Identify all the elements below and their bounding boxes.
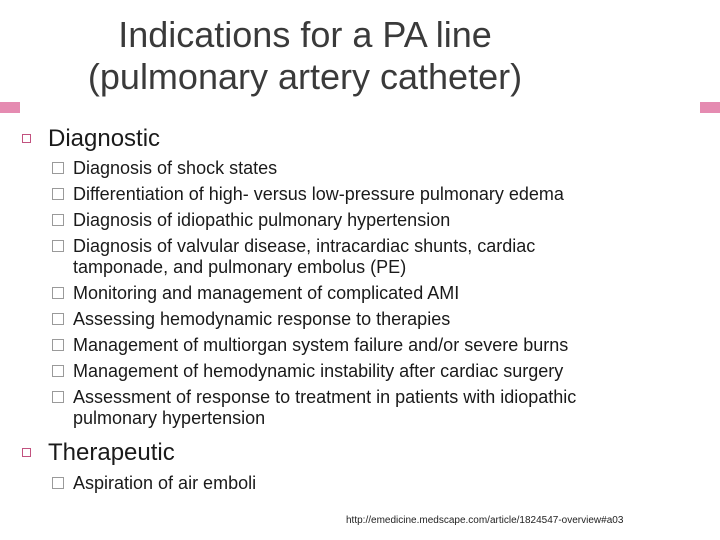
checkbox-bullet-icon (52, 214, 64, 226)
list-item (22, 184, 702, 205)
list-item (22, 361, 702, 382)
list-item (22, 283, 702, 304)
item-text: Differentiation of high- versus low-pressure pulmonary edema (73, 184, 564, 204)
item-text: Aspiration of air emboli (73, 473, 257, 493)
list-item (22, 236, 702, 278)
item-text: Management of hemodynamic instability after cardiac surgery (73, 361, 564, 381)
item-text-continued: pulmonary hypertension (73, 408, 266, 428)
checkbox-bullet-icon (52, 365, 64, 377)
checkbox-bullet-icon (52, 162, 64, 174)
therapeutic-section (22, 439, 702, 499)
item-text: Diagnosis of shock states (73, 158, 278, 178)
therapeutic-heading-text: Therapeutic (48, 439, 175, 466)
square-bullet-icon (22, 134, 31, 143)
list-item (22, 210, 702, 231)
checkbox-bullet-icon (52, 313, 64, 325)
title-line-2: (pulmonary artery catheter) (87, 56, 523, 97)
therapeutic-list (22, 473, 702, 494)
checkbox-bullet-icon (52, 391, 64, 403)
list-item (22, 309, 702, 330)
therapeutic-heading (22, 439, 702, 467)
title-accent-bar-left (0, 102, 20, 113)
item-text: Assessing hemodynamic response to therapies (73, 309, 451, 329)
item-text: Management of multiorgan system failure and/or severe burns (73, 335, 569, 355)
diagnostic-section (22, 125, 702, 434)
item-text: Monitoring and management of complicated AMI (73, 283, 460, 303)
slide-title (0, 14, 610, 98)
source-link[interactable]: http://emedicine.medscape.com/article/1824547-overview#a03 (346, 515, 624, 526)
checkbox-bullet-icon (52, 477, 64, 489)
list-item (22, 335, 702, 356)
title-accent-bar-right (700, 102, 720, 113)
list-item (22, 473, 702, 494)
item-text: Diagnosis of valvular disease, intracardiac shunts, cardiac (73, 236, 536, 256)
item-text: Assessment of response to treatment in patients with idiopathic (73, 387, 577, 407)
item-text-continued: tamponade, and pulmonary embolus (PE) (73, 257, 407, 277)
title-line-1: Indications for a PA line (118, 14, 492, 55)
diagnostic-list (22, 158, 702, 429)
list-item (22, 158, 702, 179)
item-text: Diagnosis of idiopathic pulmonary hypertension (73, 210, 451, 230)
square-bullet-icon (22, 448, 31, 457)
list-item (22, 387, 702, 429)
checkbox-bullet-icon (52, 287, 64, 299)
checkbox-bullet-icon (52, 339, 64, 351)
diagnostic-heading (22, 125, 702, 153)
diagnostic-heading-text: Diagnostic (48, 125, 161, 152)
checkbox-bullet-icon (52, 188, 64, 200)
checkbox-bullet-icon (52, 240, 64, 252)
